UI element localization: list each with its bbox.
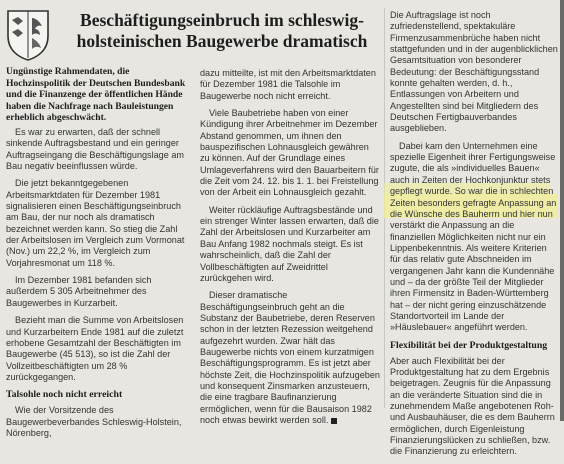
paragraph: dazu mitteilte, ist mit den Arbeitsmarktdaten für Dezember 1981 die Talsohle im Baugewerbe noch nicht erreicht. bbox=[200, 68, 376, 101]
article-lead: Ungünstige Rahmendaten, die Hochzinspolitik der Deutschen Bundesbank und die Finanzenge der öffentlichen Hände haben die Nachfrage nach Bauleistungen erheblich abgeschwächt. bbox=[6, 66, 186, 124]
paragraph: Die Auftragslage ist noch zufriedenstellend, spektakuläre Firmenzusammenbrüche haben nicht stattgefunden und in der augenblicklichen Gesamtsituation von besonderer Bedeutung: der Beschäftigungsstand konnte gehalten werden, d. h., Entlassungen von Arbeitern und Angestellten sind bei Mitgliedern des Deutschen Fertigbauverbandes ausgeblieben. bbox=[390, 10, 558, 134]
page-edge bbox=[560, 0, 564, 421]
article-headline: Beschäftigungseinbruch im schleswig-holsteinischen Baugewerbe dramatisch bbox=[76, 10, 368, 51]
paragraph: Wie der Vorsitzende des Baugewerbeverbandes Schleswig-Holstein, Nörenberg, bbox=[6, 405, 182, 438]
coat-of-arms-icon bbox=[4, 8, 52, 62]
paragraph: Im Dezember 1981 befanden sich außerdem 5 305 Arbeitnehmer des Baugewerbes in Kurzarbeit. bbox=[6, 275, 152, 308]
paragraph: Es war zu erwarten, daß der schnell sinkende Auftragsbestand und ein geringer Auftragseingang die Beschäftigungslage am Bau negativ beeinflussen würde. bbox=[6, 127, 184, 172]
paragraph: Viele Baubetriebe haben von einer Kündigung ihrer Arbeitnehmer im Dezember Abstand genommen, um ihnen den bauspezifischen Lohnausgleich gewähren zu können. Auf der Grundlage eines Umlageverfahrens wird den Bauarbeitern für die Zeit vom 24. 12. bis 1. 1. bei Freistellung von der Arbeit ein Lohnausgleich gezahlt. bbox=[200, 108, 379, 198]
paragraph: Die jetzt bekanntgegebenen Arbeitsmarktdaten für Dezember 1981 signalisieren einen Beschäftigungseinbruch am Bau, der nur noch als dramatisch bezeichnet werden kann. So stieg die Zahl der Arbeitslosen im Vergleich zum Vormonat (Nov.) um 22,2 %, im Vergleich zum Vorjahresmonat um 118 %. bbox=[6, 178, 185, 268]
paragraph: Aber auch Flexibilität bei der Produktgestaltung hat zu dem Ergebnis beigetragen. Zeugnis für die Anpassung an die veränderte Situation sind die in zunehmendem Maße angebotenen Roh- und Ausbauhäuser, die es dem Bauherrn ermöglichen, durch Eigenleistung Finanzierungslücken zu schließen, bzw. die Finanzierung zu erleichtern. bbox=[390, 355, 555, 457]
paragraph: Weiter rückläufige Auftragsbestände und ein strenger Winter lassen erwarten, daß die Zahl der Arbeitslosen und Kurzarbeiter am Bau Anfang 1982 nochmals steigt. Es ist wahrscheinlich, daß die Zahl der Vollbeschäftigten auf Zweidrittel zurückgehen wird. bbox=[200, 204, 379, 283]
paragraph-text: Dieser dramatische Beschäftigungseinbruch geht an die Substanz der Baubetriebe, deren Reserven schon in der letzten Rezession weitgehend aufgezehrt wurden. Zwar hält das Baugewerbe nichts von einem kurzatmigen Beschäftigungsprogramm. Es ist jetzt aber höchste Zeit, die Hochzinspolitik aufzugeben und konsequent Zinsmarken anzusteuern, die eine tragbare Baufinanzierung ermöglichen, wenn für die Bausaison 1982 noch etwas bewirkt werden soll. bbox=[200, 290, 380, 425]
paragraph: Bezieht man die Summe von Arbeitslosen und Kurzarbeitern Ende 1981 auf die zuletzt erhobene Gesamtzahl der Beschäftigten im Baugewerbe (45 513), so ist die Zahl der Vollzeitbeschäftigten um 28 % zurückgegangen. bbox=[6, 315, 184, 382]
column-1 bbox=[6, 127, 192, 445]
paragraph: Dabei kam den Unternehmen eine spezielle Eigenheit ihrer Fertigungsweise zugute, die als »individuelles Bauen« auch in Zeiten der Hochkonjunktur stets gepflegt wurde. So war die in schlechten Zeiten besonders gefragte Anpassung an die Wünsche des Bauherrn und hier nun verstärkt die Anpassung an die finanziellen Möglichkeiten nicht nur ein Lippenbekenntnis. Als weitere Kriterien für das relativ gute Abschneiden im vergangenen Jahr kann die Kundennähe und – da der größte Teil der Mitglieder ihren Firmensitz in Baden-Württemberg hat – der nicht gering einzuschätzende Standortvorteil im Lande der »Häuslebauer« angeführt werden. bbox=[390, 140, 557, 333]
subheading-flexibilitaet: Flexibilität bei der Produktgestaltung bbox=[390, 339, 548, 351]
paragraph bbox=[200, 290, 380, 426]
subheading-talsohle: Talsohle noch nicht erreicht bbox=[6, 389, 123, 401]
column-2 bbox=[200, 68, 380, 432]
column-3 bbox=[390, 10, 558, 464]
